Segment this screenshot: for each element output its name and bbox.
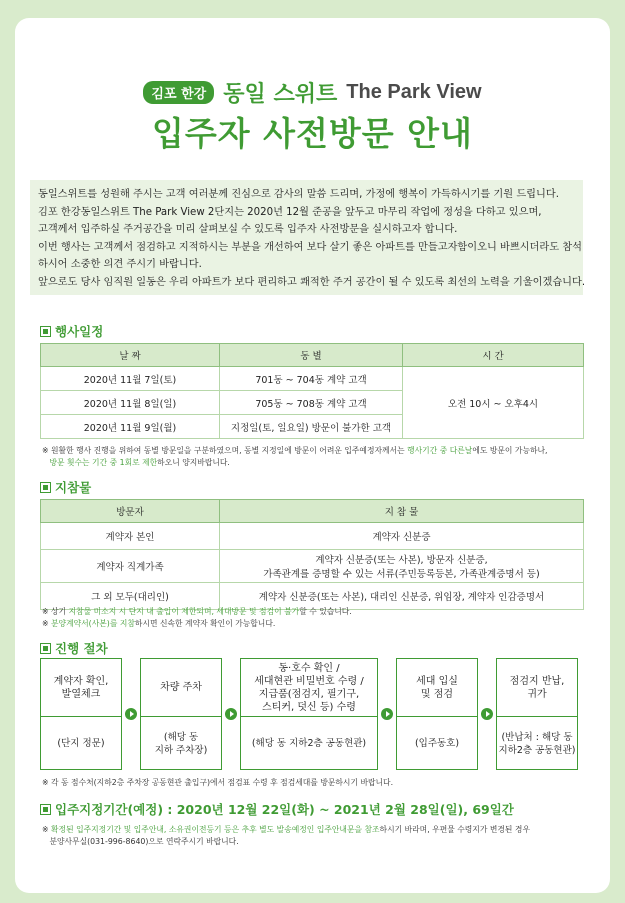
process-step-1: 계약자 확인, 발열체크 (단지 정문) xyxy=(40,658,122,770)
movein-title: 입주지정기간(예정) : 2020년 12월 22일(화) ~ 2021년 2월 28일(일), 69일간 xyxy=(40,800,514,818)
arrow-right-icon xyxy=(225,708,237,720)
items-who: 계약자 직계가족 xyxy=(41,550,220,583)
items-note: ※ 상기 지참물 미소지 시 단지 내 출입이 제한되며, 세대방문 및 점검이 불가할 수 있습니다. ※ 분양계약서(사본)를 지참하시면 신속한 계약자 확인이 가능합니다. xyxy=(42,607,352,628)
intro-text xyxy=(30,180,586,295)
table-header: 시 간 xyxy=(403,344,584,367)
table-row xyxy=(41,367,584,391)
items-what: 계약자 신분증(또는 사본), 대리인 신분증, 위임장, 계약자 인감증명서 xyxy=(220,583,584,610)
process-step-2: 차량 주차 (해당 동 지하 주차장) xyxy=(140,658,222,770)
brand-english: The Park View xyxy=(346,81,482,103)
schedule-section-title: 행사일정 xyxy=(40,322,103,340)
items-what: 계약자 신분증(또는 사본), 방문자 신분증, 가족관계를 증명할 수 있는 서류(주민등록등본, 가족관계증명서 등) xyxy=(220,550,584,583)
items-who: 계약자 본인 xyxy=(41,523,220,550)
schedule-date: 2020년 11월 7일(토) xyxy=(41,367,220,391)
square-bullet-icon xyxy=(40,804,51,815)
table-header: 지 참 물 xyxy=(220,500,584,523)
schedule-note: ※ 원활한 행사 진행을 위하여 동별 방문일을 구분하였으며, 동별 지정일에 방문이 어려운 입주예정자께서는 행사기간 중 다른날에도 방문이 가능하나, 방문 횟수는 기간 중 1회로 제한하오니 양지바랍니다. xyxy=(42,446,548,467)
square-bullet-icon xyxy=(40,482,51,493)
table-header: 날 짜 xyxy=(41,344,220,367)
table-header: 방문자 xyxy=(41,500,220,523)
brand-header xyxy=(0,77,625,108)
process-note: ※ 각 동 점수처(지하2층 주차장 공동현관 출입구)에서 점검표 수령 후 점검세대를 방문하시기 바랍니다. xyxy=(42,778,394,787)
process-section-title: 진행 절차 xyxy=(40,639,108,657)
schedule-dong: 지정일(토, 일요일) 방문이 불가한 고객 xyxy=(220,415,403,439)
table-row xyxy=(41,550,584,583)
brand-tag: 김포 한강 xyxy=(143,81,214,104)
table-header: 동 별 xyxy=(220,344,403,367)
items-who: 그 외 모두(대리인) xyxy=(41,583,220,610)
intro-line: 앞으로도 당사 임직원 일동은 우리 아파트가 보다 편리하고 쾌적한 주거 공간이 될 수 있도록 최선의 노력을 기울이겠습니다. xyxy=(38,276,586,288)
brand-logo: 동일 스위트 xyxy=(223,82,338,107)
process-step-4: 세대 입실 및 점검 (입주동호) xyxy=(396,658,478,770)
items-section-title: 지참물 xyxy=(40,478,91,496)
items-what: 계약자 신분증 xyxy=(220,523,584,550)
schedule-time: 오전 10시 ~ 오후4시 xyxy=(403,367,584,439)
movein-note: ※ 확정된 입주지정기간 및 입주안내, 소유권이전등기 등은 추후 별도 발송예정인 입주안내문을 참조하시기 바라며, 우편물 수령지가 변경된 경우 분양사무실(031-996-8640)으로 연락주시기 바랍니다. xyxy=(42,825,530,846)
schedule-table xyxy=(40,343,584,439)
schedule-date: 2020년 11월 8일(일) xyxy=(41,391,220,415)
page-title: 입주자 사전방문 안내 xyxy=(152,114,473,153)
intro-line: 고객께서 입주하실 주거공간을 미리 살펴보실 수 있도록 입주자 사전방문을 실시하고자 합니다. xyxy=(38,224,458,235)
square-bullet-icon xyxy=(40,643,51,654)
schedule-dong: 701동 ~ 704동 계약 고객 xyxy=(220,367,403,391)
intro-line: 김포 한강동일스위트 The Park View 2단지는 2020년 12월 준공을 앞두고 마무리 작업에 정성을 다하고 있으며, xyxy=(38,206,542,218)
table-row xyxy=(41,523,584,550)
items-table xyxy=(40,499,584,610)
arrow-right-icon xyxy=(481,708,493,720)
schedule-date: 2020년 11월 9일(월) xyxy=(41,415,220,439)
arrow-right-icon xyxy=(381,708,393,720)
square-bullet-icon xyxy=(40,326,51,337)
intro-line: 이번 행사는 고객께서 점검하고 지적하시는 부분을 개선하여 보다 살기 좋은 아파트를 만들고자함이오니 바쁘시더라도 참석 xyxy=(38,241,582,253)
arrow-right-icon xyxy=(125,708,137,720)
intro-line: 동일스위트를 성원해 주시는 고객 여러분께 진심으로 감사의 말씀 드리며, 가정에 행복이 가득하시기를 기원 드립니다. xyxy=(38,189,559,200)
process-step-5: 점검지 반납, 귀가 (반납처 : 해당 동 지하2층 공동현관) xyxy=(496,658,578,770)
schedule-dong: 705동 ~ 708동 계약 고객 xyxy=(220,391,403,415)
process-step-3: 동·호수 확인 / 세대현관 비밀번호 수령 / 지급품(점검지, 필기구, 스티커, 덧신 등) 수령 (해당 동 지하2층 공동현관) xyxy=(240,658,378,770)
intro-line: 하시어 소중한 의견 주시기 바랍니다. xyxy=(38,259,202,270)
